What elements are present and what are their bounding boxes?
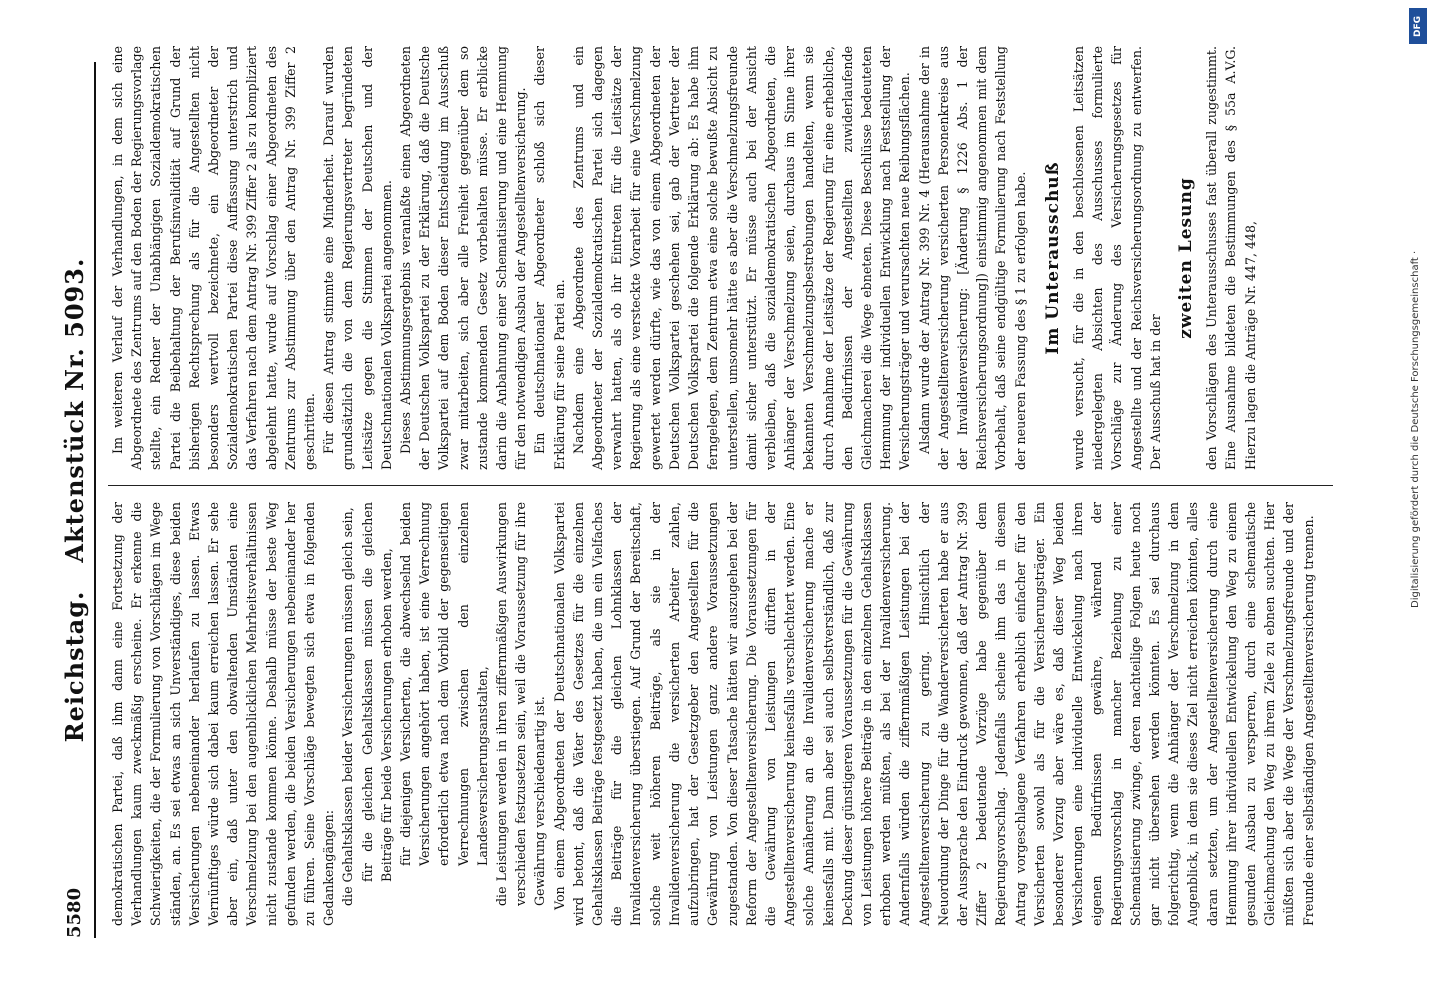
title-left: Reichstag. <box>60 590 89 743</box>
right-column <box>108 46 1333 470</box>
title-right: Aktenstück Nr. 5093. <box>60 257 89 563</box>
watermark-text: Digitalisierung gefördert durch die Deutsche Forschungsgemeinschaft · <box>1410 250 1421 608</box>
page-header <box>60 62 96 938</box>
paragraph: demokratischen Partei, daß ihm dann eine Fortsetzung der Verhandlungen kaum zweckmäßig erscheine. Er erkenne die Schwierigkeiten, die der Formulierung von Vorschlägen im Wege ständen, an. Es sei etwas an sich Unverständiges, diese beiden Versicherungen nebeneinander herlaufen zu lassen. Etwas Vernünftiges würde sich dabei kaum erreichen lassen. Er sehe aber ein, daß unter den obwaltenden Umständen eine Verschmelzung bei den augenblicklichen Mehrheitsverhältnissen nicht zustande kommen könne. Deshalb müsse der beste Weg gefunden werden, die beiden Versicherungen nebeneinander her zu führen. Seine Vorschläge bewegten sich etwa in folgenden Gedankengängen: <box>110 502 337 926</box>
paragraph: Für diesen Antrag stimmte eine Minderheit. Darauf wurden grundsätzlich die von dem Regierungsvertreter begründeten Leitsätze gegen die Stimmen der Deutschen und der Deutschnationalen Volkspartei angenommen. <box>321 46 394 470</box>
paragraph: Dieses Abstimmungsergebnis veranlaßte einen Abgeordneten der Deutschen Volkspartei zu der Erklärung, daß die Deutsche Volkspartei auf dem Boden dieser Entscheidung im Ausschuß zwar mitarbeiten, sich aber alle Freiheit gegenüber dem so zustande kommenden Gesetz vorbehalten müsse. Er erblicke darin die Anbahnung einer Schematisierung und eine Hemmung für den notwendigen Ausbau der Angestelltenversicherung. <box>398 46 529 470</box>
list-item: für die gleichen Gehaltsklassen müssen die gleichen Beiträge für beide Versicherungen erhoben werden, <box>359 502 394 882</box>
paragraph: Nachdem eine Abgeordnete des Zentrums und ein Abgeordneter der Sozialdemokratischen Partei sich dagegen verwahrt hatten, als ob ihr Eintreten für die Leitsätze der Regierung als eine versteckte Vorarbeit für eine Verschmelzung gewertet werden dürfte, wie das von einem Abgeordneten der Deutschen Volkspartei geschehen sei, gab der Vertreter der Deutschen Volkspartei die folgende Erklärung ab: Es habe ihm ferngelegen, dem Zentrum etwa eine solche bewußte Absicht zu unterstellen, umsomehr hätte es aber die Verschmelzungsfreunde damit sicher unterstützt. Er müsse auch bei der Ansicht verbleiben, daß die sozialdemokratischen Abgeordneten, die Anhänger der Verschmelzung seien, durchaus im Sinne ihrer bekannten Verschmelzungsbestrebungen handelten, wenn sie durch Annahme der Leitsätze der Regierung für eine erhebliche, den Bedürfnissen der Angestellten zuwiderlaufende Gleichmacherei die Wege ebneten. Diese Beschlüsse bedeuteten Hemmung der individuellen Entwicklung nach Feststellung der Versicherungsträger und verursachten neue Reibungsflächen. <box>570 46 913 470</box>
list-item: für diejenigen Versicherten, die abwechselnd beiden Versicherungen angehört haben, ist eine Verrechnung erforderlich etwa nach dem Vorbild der gegenseitigen Verrechnungen zwischen den einzelnen Landesversicherungsanstalten, <box>398 502 490 866</box>
paragraph: den Vorschlägen des Unterausschusses fast überall zugestimmt. Eine Ausnahme bildeten die Bestimmungen des § 55a A.V.G. Hierzu lagen die Anträge Nr. 447, 448, <box>1204 46 1258 470</box>
digitization-watermark <box>1405 8 1431 988</box>
page-number: 5580 <box>64 887 85 938</box>
paragraph: Alsdann wurde der Antrag Nr. 399 Nr. 4 (Herausnahme der in der Angestelltenversicherung versicherten Personenkreise aus der Invalidenversicherung: [Änderung § 1226 Abs. 1 der Reichsversicherungsordnung]) einstimmig angenommen mit dem Vorbehalt, daß seine endgültige Formulierung nach Feststellung der neueren Fassung des § 1 zu erfolgen habe. <box>916 46 1028 470</box>
paragraph: Von einem Abgeordneten der Deutschnationalen Volkspartei wird betont, daß die Väter des Gesetzes für die einzelnen Gehaltsklassen Beiträge festgesetzt haben, die um ein Vielfaches die Beiträge für die gleichen Lohnklassen der Invalidenversicherung überstiegen. Auf Grund der Bereitschaft, solche weit höheren Beiträge, als sie in der Invalidenversicherung die versicherten Arbeiter zahlen, aufzubringen, hat der Gesetzgeber den Angestellten für die Gewährung von Leistungen ganz andere Voraussetzungen zugestanden. Von dieser Tatsache hätten wir auszugehen bei der Reform der Angestelltenversicherung. Die Voraussetzungen für die Gewährung von Leistungen dürften in der Angestelltenversicherung keinesfalls verschlechtert werden. Eine solche Annäherung an die Invalidenversicherung mache er keinesfalls mit. Dann aber sei auch selbstverständlich, daß zur Deckung dieser günstigeren Voraussetzungen für die Gewährung von Leistungen höhere Beiträge in den einzelnen Gehaltsklassen erhoben werden müßten, als bei der Invalidenversicherung. Andernfalls würden die ziffernmäßigen Leistungen bei der Angestelltenversicherung zu gering. Hinsichtlich der Neuordnung der Dinge für die Wanderversicherten habe er aus der Aussprache den Eindruck gewonnen, daß der Antrag Nr. 399 Ziffer 2 bedeutende Vorzüge habe gegenüber dem Regierungsvorschlag. Jedenfalls scheine ihm das in diesem Antrag vorgeschlagene Verfahren erheblich einfacher für den Versicherten sowohl als für die Versicherungsträger. Ein besonderer Vorzug aber wäre es, daß dieser Weg beiden Versicherungen eine individuelle Entwickelung nach ihren eigenen Bedürfnissen gewähre, während der Regierungsvorschlag in mancher Beziehung zu einer Schematisierung zwinge, deren nachteilige Folgen heute noch gar nicht übersehen werden könnten. Es sei durchaus folgerichtig, wenn die Anhänger der Verschmelzung in dem Augenblick, in dem sie dieses Ziel nicht erreichen könnten, alles daran setzten, um der Angestelltenversicherung durch eine Hemmung ihrer individuellen Entwickelung den Weg zu einem gesunden Ausbau zu versperren, durch eine schematische Gleichmachung den Weg zu ihrem Ziele zu ebnen suchten. Hier müßten sich aber die Wege der Verschmelzungsfreunde und der Freunde einer selbständigen Angestelltenversicherung trennen. <box>551 502 1316 926</box>
section-heading: zweiten Lesung <box>1175 177 1196 339</box>
running-title <box>60 62 89 938</box>
list-item: die Leistungen werden in ihren ziffernmäßigen Auswirkungen verschieden festzusetzen sein, weil die Voraussetzung für ihre Gewährung verschiedenartig ist. <box>494 502 548 906</box>
column-divider <box>108 485 1333 486</box>
left-column <box>108 502 1333 926</box>
paragraph: Ein deutschnationaler Abgeordneter schloß sich dieser Erklärung für seine Partei an. <box>532 46 567 470</box>
section-heading: Im Unterausschuß <box>1042 161 1063 355</box>
list-item: die Gehaltsklassen beider Versicherungen müssen gleich sein, <box>340 507 356 906</box>
paragraph: wurde versucht, für die in den beschlossenen Leitsätzen niedergelegten Absichten des Ausschusses formulierte Vorschläge zur Änderung des Versicherungsgesetzes für Angestellte und der Reichsversicherungsordnung zu entwerfen. Der Ausschuß hat in der <box>1070 46 1163 470</box>
paragraph: Im weiteren Verlauf der Verhandlungen, in dem sich eine Abgeordnete des Zentrums auf den Boden der Regierungsvorlage stellte, ein Redner der Unabhängigen Sozialdemokratischen Partei die Beibehaltung der Berufsinvalidität auf Grund der bisherigen Rechtsprechung als für die Angestellten nicht besonders wertvoll bezeichnete, ein Abgeordneter der Sozialdemokratischen Partei diese Auffassung unterstrich und das Verfahren nach dem Antrag Nr. 399 Ziffer 2 als zu kompliziert abgelehnt hatte, wurde auf Vorschlag einer Abgeordneten des Zentrums zur Abstimmung über den Antrag Nr. 399 Ziffer 2 geschritten. <box>110 46 318 470</box>
dfg-logo-badge: DFG <box>1409 8 1427 44</box>
